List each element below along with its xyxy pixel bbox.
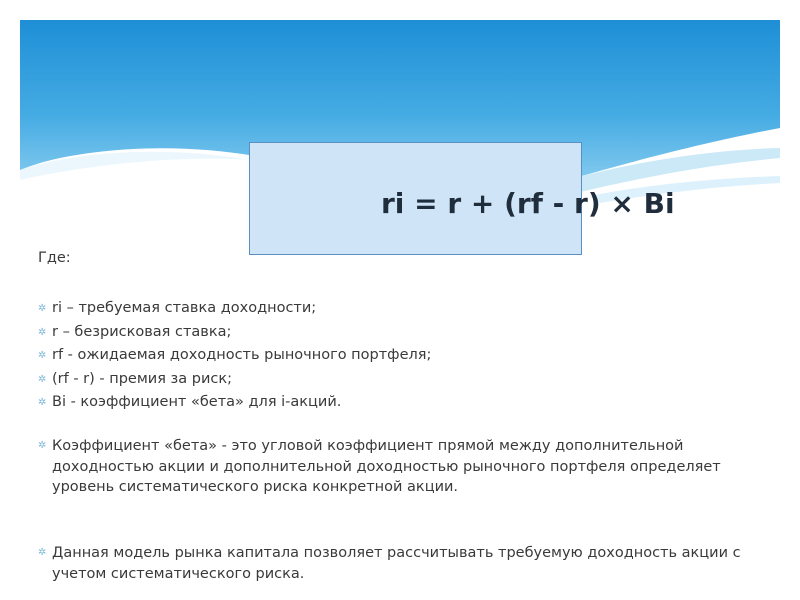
definition-text: Bi - коэффициент «бета» для i-акций. xyxy=(52,394,342,410)
definitions-list xyxy=(38,297,431,415)
paragraph-text: Данная модель рынка капитала позволяет рассчитывать требуемую доходность акции с учетом систематического риска. xyxy=(52,545,741,582)
star-bullet-icon: ✲ xyxy=(38,440,47,451)
definition-item xyxy=(38,368,431,392)
star-bullet-icon: ✲ xyxy=(38,326,47,338)
paragraph-text: Коэффициент «бета» - это угловой коэффициент прямой между дополнительной доходностью акции и дополнительной доходностью рыночного портфеля определяет уровень систематического риска конкретной акции. xyxy=(52,438,721,495)
definition-item xyxy=(38,391,431,415)
definition-item xyxy=(38,321,431,345)
star-bullet-icon: ✲ xyxy=(38,397,47,408)
star-bullet-icon: ✲ xyxy=(38,350,47,361)
definition-text: (rf - r) - премия за риск; xyxy=(52,370,232,387)
star-bullet-icon: ✲ xyxy=(38,547,47,558)
star-bullet-icon: ✲ xyxy=(38,303,47,314)
model-summary-paragraph xyxy=(38,543,782,584)
definition-text: r – безрисковая ставка; xyxy=(52,323,232,340)
star-bullet-icon: ✲ xyxy=(38,373,47,385)
definition-item xyxy=(38,297,431,321)
definition-text: ri – требуемая ставка доходности; xyxy=(52,300,317,316)
definition-text: rf - ожидаемая доходность рыночного портфеля; xyxy=(52,347,432,363)
definition-item xyxy=(38,344,431,368)
intro-label: Где: xyxy=(38,250,71,266)
formula: ri = r + (rf - r) × Bi xyxy=(381,187,675,220)
beta-explanation-paragraph xyxy=(38,436,782,498)
